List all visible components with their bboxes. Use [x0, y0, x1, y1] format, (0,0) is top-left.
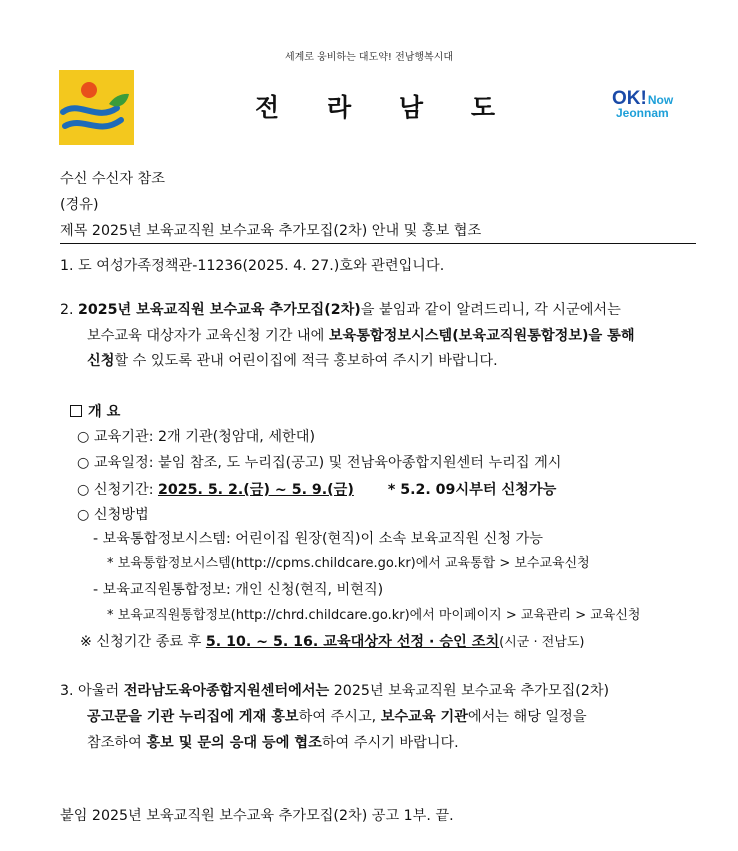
- paragraph-1: 1. 도 여성가족정책관-11236(2025. 4. 27.)호와 관련입니다.: [60, 258, 445, 274]
- p3-bold-cooperate: 홍보 및 문의 응대 등에 협조: [146, 735, 322, 751]
- paragraph-2-line-2: [87, 325, 635, 347]
- method-system-2: - 보육교직원통합정보: 개인 신청(현직, 비현직): [93, 582, 384, 598]
- overview-heading-text: 개 요: [88, 404, 121, 420]
- ok-logo-text: OK!: [612, 88, 647, 109]
- subject-line: 제목 2025년 보육교직원 보수교육 추가모집(2차) 안내 및 홍보 협조: [60, 223, 482, 239]
- paragraph-3-line-1: [60, 680, 609, 702]
- p2-number: 2.: [60, 302, 79, 318]
- overview-schedule: ○ 교육일정: 붙임 참조, 도 누리집(공고) 및 전남육아종합지원센터 누리집 게시: [77, 455, 562, 471]
- after-note-rest: (시군 · 전남도): [499, 635, 585, 650]
- via-line: (경유): [60, 197, 99, 213]
- overview-period: [77, 479, 556, 501]
- org-char: 전: [255, 93, 280, 122]
- ok-logo-region: Jeonnam: [616, 106, 669, 120]
- ok-logo-now: Now: [647, 93, 674, 107]
- p3-bold-institution: 보수교육 기관: [380, 709, 468, 725]
- p2-text: 보수교육 대상자가 교육신청 기간 내에: [87, 328, 329, 344]
- recipient-line: 수신 수신자 참조: [60, 171, 165, 187]
- p2-text: 을 붙임과 같이 알려드리니, 각 시군에서는: [360, 302, 621, 318]
- method-system-1-note: * 보육통합정보시스템(http://cpms.childcare.go.kr)에서 교육통합 > 보수교육신청: [107, 556, 590, 571]
- p3-text: 아울러: [78, 683, 124, 699]
- jeonnam-logo-icon: [59, 70, 134, 145]
- overview-institutions: ○ 교육기관: 2개 기관(청암대, 세한대): [77, 429, 315, 445]
- after-note-text: ※ 신청기간 종료 후: [80, 634, 206, 650]
- p3-text: 참조하여: [87, 735, 147, 751]
- attachment-line: 붙임 2025년 보육교직원 보수교육 추가모집(2차) 공고 1부. 끝.: [60, 808, 454, 824]
- overview-after-note: [80, 631, 585, 654]
- org-char: 라: [326, 93, 352, 122]
- paragraph-2-line-3: [87, 350, 498, 372]
- org-char: 도: [470, 93, 495, 122]
- p2-bold-title: 2025년 보육교직원 보수교육 추가모집(2차): [78, 302, 361, 318]
- paragraph-3-line-2: [87, 706, 587, 728]
- paragraph-3-line-3: [87, 732, 459, 754]
- org-char: 남: [398, 93, 424, 122]
- period-value: 2025. 5. 2.(금) ~ 5. 9.(금): [158, 482, 354, 498]
- overview-heading: [70, 401, 120, 423]
- paragraph-2-line-1: [60, 299, 621, 321]
- p2-bold-system: 보육통합정보시스템(보육교직원통합정보)을 통해: [328, 328, 635, 344]
- p3-bold-notice: 공고문을 기관 누리집에 게재 홍보: [87, 709, 299, 725]
- period-label: ○ 신청기간:: [77, 482, 158, 498]
- overview-method: ○ 신청방법: [77, 507, 149, 523]
- method-system-2-note: * 보육교직원통합정보(http://chrd.childcare.go.kr)에서 마이페이지 > 교육관리 > 교육신청: [107, 608, 641, 623]
- p2-bold-apply: 신청: [87, 353, 115, 369]
- subject-divider: [60, 243, 696, 244]
- organization-title: [255, 88, 495, 124]
- p3-text: 2025년 보육교직원 보수교육 추가모집(2차): [329, 683, 610, 699]
- p3-text: 하여 주시기 바랍니다.: [321, 735, 459, 751]
- p3-number: 3.: [60, 683, 79, 699]
- checkbox-square-icon: [70, 405, 82, 417]
- period-note: * 5.2. 09시부터 신청가능: [387, 482, 557, 498]
- ok-now-jeonnam-logo: [612, 88, 702, 128]
- after-note-bold: 5. 10. ~ 5. 16. 교육대상자 선정 · 승인 조치: [205, 634, 500, 650]
- p3-text: 에서는 해당 일정을: [467, 709, 587, 725]
- p2-text: 할 수 있도록 관내 어린이집에 적극 홍보하여 주시기 바랍니다.: [114, 353, 498, 369]
- p3-text: 하여 주시고,: [298, 709, 381, 725]
- method-system-1: - 보육통합정보시스템: 어린이집 원장(현직)이 소속 보육교직원 신청 가능: [93, 531, 543, 547]
- p3-bold-center: 전라남도육아종합지원센터에서는: [123, 683, 330, 699]
- slogan: 세계로 웅비하는 대도약! 전남행복시대: [284, 52, 454, 63]
